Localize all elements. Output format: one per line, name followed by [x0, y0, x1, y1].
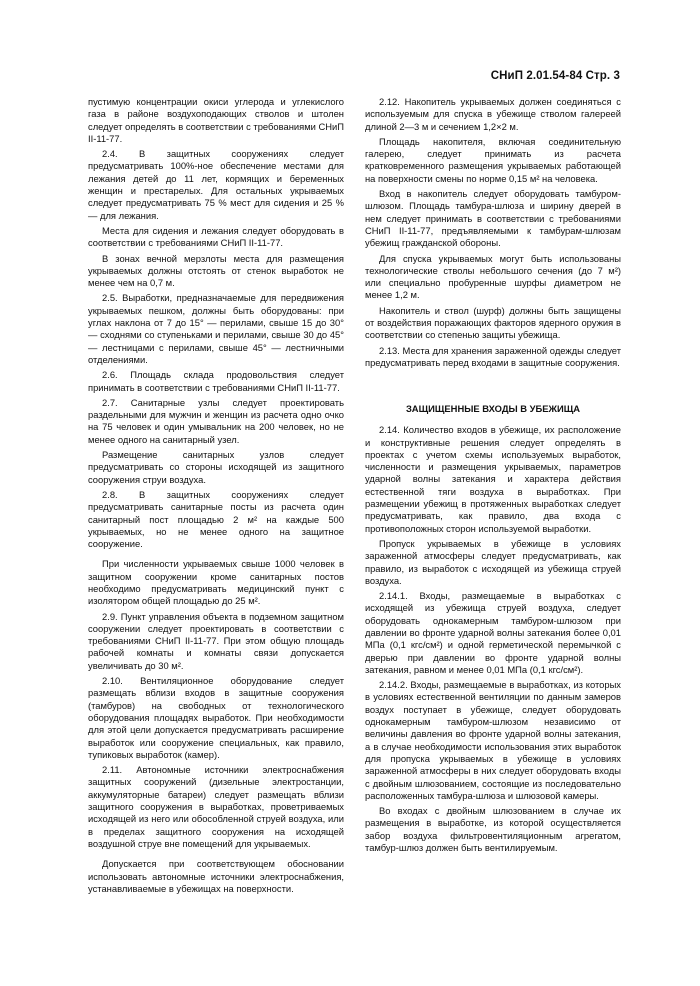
paragraph: Накопитель и ствол (шурф) должны быть защищены от воздействия поражающих факторов ядерного оружия в соответствии со степенью защиты убежища.: [365, 304, 624, 341]
paragraph: 2.5. Выработки, предназначаемые для передвижения укрываемых пешком, должны быть оборудованы: при углах наклона от 7 до 15° — перилами, свыше 15 до 30° — сходнями со ступеньками и перилами, свыше 30 до 45° — лестницами с перилами, свыше 45° — лестничными отделениями.: [88, 292, 347, 365]
paragraph: Пропуск укрываемых в убежище в условиях зараженной атмосферы следует предусматривать, как правило, из выработок с исходящей из убежища струей воздуха.: [365, 537, 624, 586]
paragraph: 2.12. Накопитель укрываемых должен соединяться с используемым для спуска в убежище стволом галереей длиной 2—3 м и сечением 1,2×2 м.: [365, 96, 624, 132]
page-header: СНиП 2.01.54-84 Стр. 3: [490, 70, 620, 82]
section-heading: ЗАЩИЩЕННЫЕ ВХОДЫ В УБЕЖИЩА: [405, 403, 581, 415]
paragraph: 2.13. Места для хранения зараженной одежды следует предусматривать перед входами в защитные сооружения.: [365, 344, 624, 368]
left-column: [88, 96, 347, 898]
paragraph: Допускается при соответствующем обосновании использовать автономные источники электроснабжения, устанавливаемые в убежищах на поверхности.: [88, 858, 347, 894]
paragraph: Размещение санитарных узлов следует предусматривать со стороны исходящей из защитного сооружения струи воздуха.: [88, 449, 347, 485]
paragraph: Вход в накопитель следует оборудовать тамбуром-шлюзом. Площадь тамбура-шлюза и ширину дверей в нем следует принимать в соответствии с требованиями СНиП II-11-77, предъявляемыми к тамбурам-шлюзам убежищ гражданской обороны.: [365, 188, 624, 249]
paragraph: 2.9. Пункт управления объекта в подземном защитном сооружении следует проектировать в соответствии с требованиями СНиП II-11-77. При этом общую площадь рабочей комнаты и комнаты связи допускается увеличивать до 30 м².: [88, 610, 347, 671]
paragraph: Для спуска укрываемых могут быть использованы технологические стволы небольшого сечения (до 7 м²) или специально пробуренные шурфы диаметром не менее 1,2 м.: [365, 252, 624, 301]
paragraph: 2.14. Количество входов в убежище, их расположение и конструктивные решения следует определять в проектах с учетом схемы используемых выработок, численности и размещения укрываемых, параметров ударной волны затекания и характера действия естественной тяги воздуха в выработках. При размещении убежищ в протяженных выработках следует предусматривать, как правило, два входа с противоположных сторон используемой выработки.: [365, 424, 624, 534]
paragraph: 2.6. Площадь склада продовольствия следует принимать в соответствии с требованиями СНиП II-11-77.: [88, 369, 347, 393]
paragraph: 2.11. Автономные источники электроснабжения защитных сооружений (дизельные электростанции, аккумуляторные батареи) следует размещать вблизи защитного сооружения в выработках, проветриваемых исходящей из него или обособленной струей воздуха, или в пределах защитного сооружения на исходящей воздушной струе вне помещений для укрываемых.: [88, 764, 347, 849]
paragraph: В зонах вечной мерзлоты места для размещения укрываемых должны отстоять от стенок выработок не менее чем на 0,7 м.: [88, 252, 347, 289]
paragraph: 2.14.2. Входы, размещаемые в выработках, из которых в условиях естественной вентиляции по данным замеров воздух поступает в убежище, следует оборудовать однокамерным тамбуром-шлюзом независимо от величины давления во фронте ударной волны затекания, а в случае необходимости использования этих выработок для пропуска укрываемых в убежище в условиях зараженной атмосферы в них следует оборудовать входы с двойным шлюзованием, состоящие из последовательно расположенных тамбура-шлюза и шлюзовой камеры.: [365, 679, 624, 801]
paragraph: 2.8. В защитных сооружениях следует предусматривать санитарные посты из расчета один санитарный пост площадью 2 м² на каждые 500 укрываемых, но не менее одного на защитное сооружение.: [88, 488, 347, 550]
paragraph: пустимую концентрации окиси углерода и углекислого газа в районе воздухоподающих стволов и штолен следует определять в соответствии с требованиями СНиП II-11-77.: [88, 96, 347, 144]
paragraph: 2.10. Вентиляционное оборудование следует размещать вблизи входов в защитные сооружения (тамбуров) на свободных от технологического оборудования площадях выработок. При необходимости для этой цели допускается предусматривать расширение выработок или сооружение специальных, как правило, тупиковых выработок (камер).: [88, 675, 347, 760]
paragraph: 2.14.1. Входы, размещаемые в выработках с исходящей из убежища струей воздуха, следует оборудовать однокамерным тамбуром-шлюзом при давлении во фронте ударной волны затекания более 0,01 МПа (0,1 кгс/см²) и одной герметической перемычкой с дверью при давлении во фронте ударной волны затекания, равном и менее 0,01 МПа (0,1 кгс/см²).: [365, 590, 624, 675]
paragraph: 2.7. Санитарные узлы следует проектировать раздельными для мужчин и женщин из расчета одно очко на 75 человек и один умывальник на 200 человек, но не менее одного на санитарный узел.: [88, 396, 347, 445]
paragraph: Во входах с двойным шлюзованием в случае их размещения в выработке, из которой осуществляется забор воздуха фильтровентиляционным агрегатом, тамбур-шлюз должен быть вентилируемым.: [365, 805, 624, 854]
paragraph: Площадь накопителя, включая соединительную галерею, следует принимать из расчета кратковременного размещения укрываемых работающей на поверхности смены по норме 0,15 м² на человека.: [365, 135, 624, 184]
paragraph: При численности укрываемых свыше 1000 человек в защитном сооружении кроме санитарных постов необходимо предусматривать медицинский пункт с изолятором общей площадью до 25 м².: [88, 558, 347, 607]
paragraph: 2.4. В защитных сооружениях следует предусматривать 100%-ное обеспечение местами для лежания детей до 11 лет, кормящих и беременных женщин и престарелых. Для остальных укрываемых следует предусматривать 75 % мест для сидения и 25 % — для лежания.: [88, 148, 347, 221]
paragraph: Места для сидения и лежания следует оборудовать в соответствии с требованиями СНиП II-11-77.: [88, 224, 347, 249]
right-column: [365, 96, 624, 857]
